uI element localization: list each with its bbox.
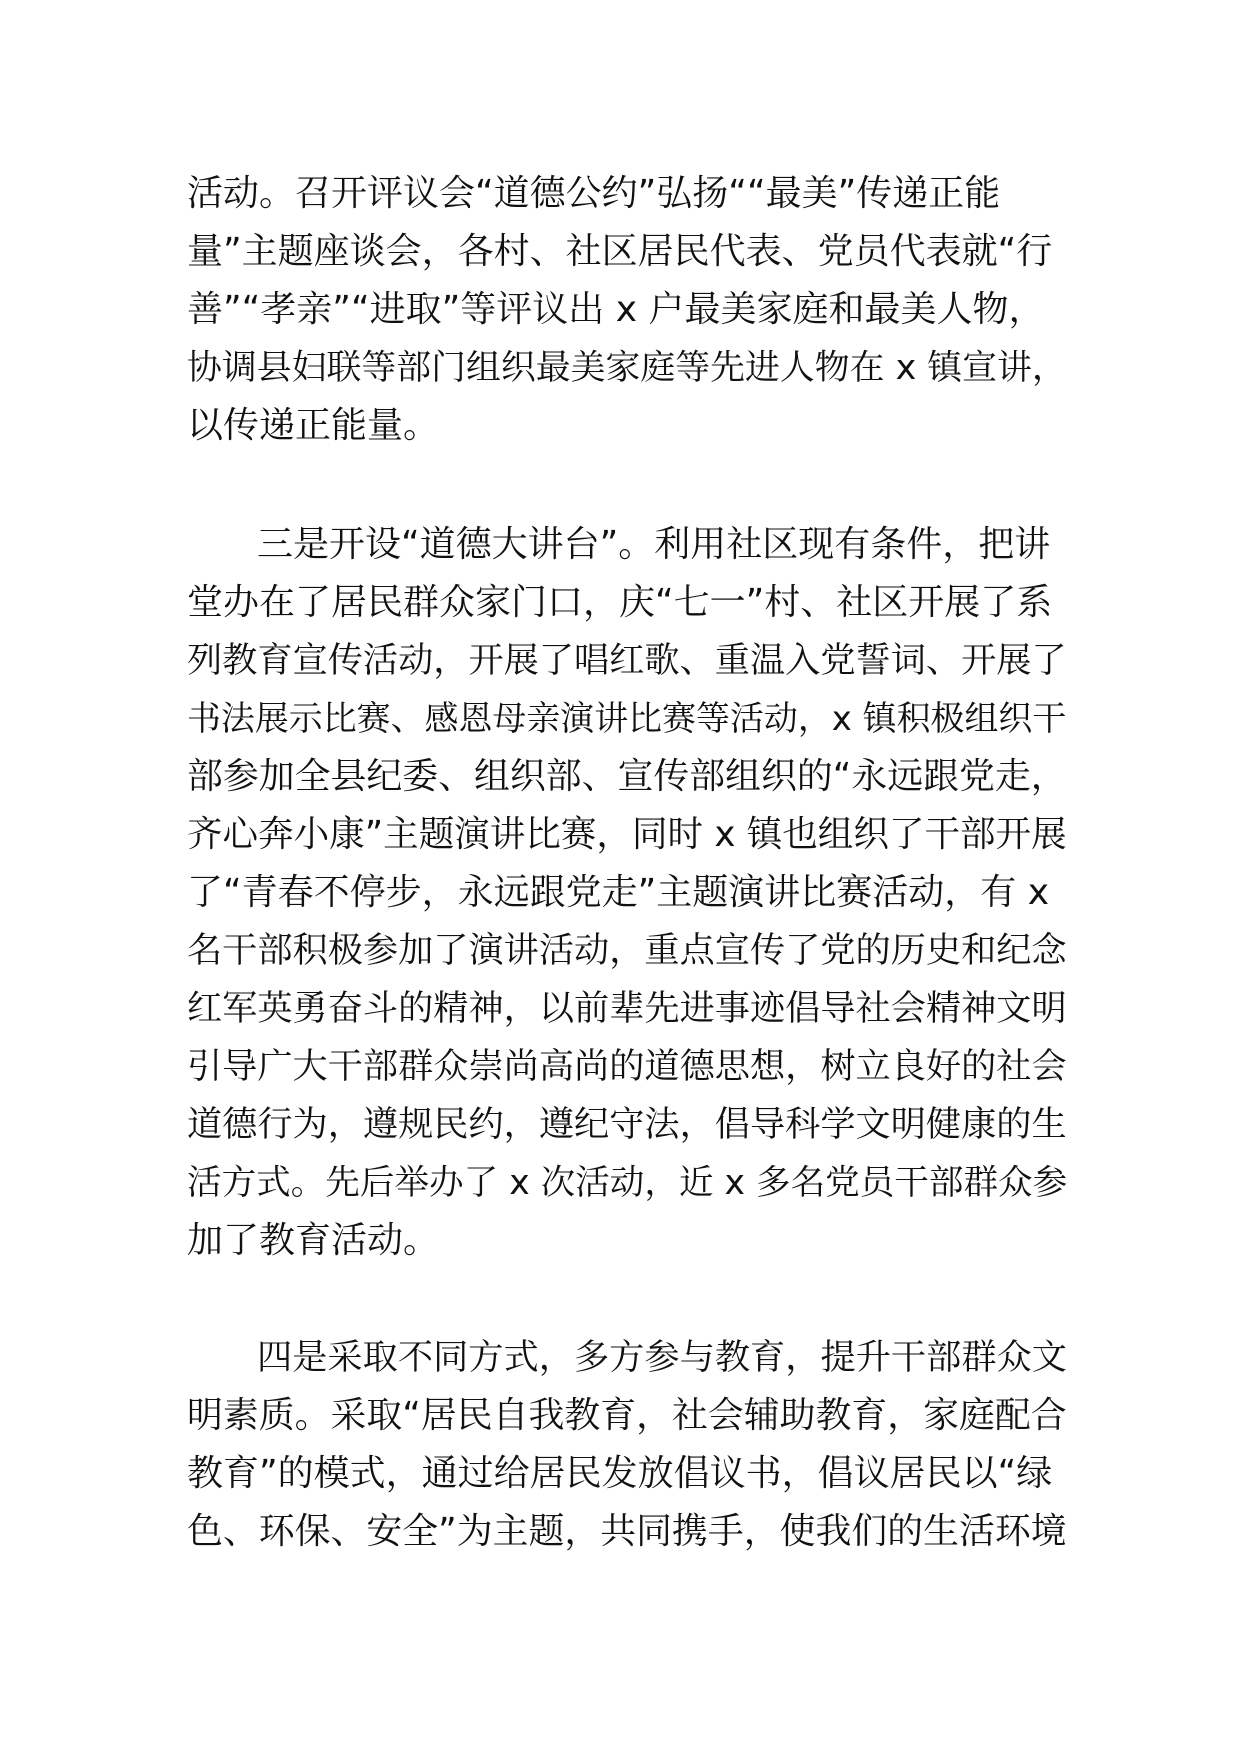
text-line: 量”主题座谈会，各村、社区居民代表、党员代表就“行 xyxy=(187,231,1053,272)
text-line: 三是开设“道德大讲台”。利用社区现有条件，把讲 xyxy=(257,524,1051,565)
text-line: 列教育宣传活动，开展了唱红歌、重温入党誓词、开展了 xyxy=(187,640,1067,681)
text-line: 红军英勇奋斗的精神，以前辈先进事迹倡导社会精神文明 xyxy=(187,988,1067,1029)
text-line: 活动。召开评议会“道德公约”弘扬““最美”传递正能 xyxy=(187,173,1001,214)
text-line: 善”“孝亲”“进取”等评议出 x 户最美家庭和最美人物， xyxy=(187,289,1045,330)
text-line: 齐心奔小康”主题演讲比赛，同时 x 镇也组织了干部开展 xyxy=(187,814,1067,855)
text-line: 活方式。先后举办了 x 次活动，近 x 多名党员干部群众参 xyxy=(187,1163,1068,1203)
text-line: 引导广大干部群众崇尚高尚的道德思想，树立良好的社会 xyxy=(187,1046,1067,1087)
text-line: 教育”的模式，通过给居民发放倡议书，倡议居民以“绿 xyxy=(187,1453,1053,1494)
paragraph-3 xyxy=(187,1329,1067,1561)
text-line: 四是采取不同方式，多方参与教育，提升干部群众文 xyxy=(257,1337,1068,1378)
text-line: 明素质。采取“居民自我教育，社会辅助教育，家庭配合 xyxy=(187,1395,1067,1436)
text-line: 名干部积极参加了演讲活动，重点宣传了党的历史和纪念 xyxy=(187,930,1067,971)
text-line: 了“青春不停步，永远跟党走”主题演讲比赛活动，有 x xyxy=(187,872,1050,913)
text-line: 书法展示比赛、感恩母亲演讲比赛等活动，x 镇积极组织干 xyxy=(187,699,1067,739)
text-line: 加了教育活动。 xyxy=(187,1220,440,1261)
text-line: 以传递正能量。 xyxy=(187,405,440,446)
text-line: 堂办在了居民群众家门口，庆“七一”村、社区开展了系 xyxy=(187,582,1053,623)
paragraph-1 xyxy=(187,165,1067,455)
text-line: 道德行为，遵规民约，遵纪守法，倡导科学文明健康的生 xyxy=(187,1104,1067,1145)
text-line: 部参加全县纪委、组织部、宣传部组织的“永远跟党走， xyxy=(187,756,1067,797)
text-line: 协调县妇联等部门组织最美家庭等先进人物在 x 镇宣讲， xyxy=(187,348,1067,388)
paragraph-2 xyxy=(187,516,1067,1270)
text-line: 色、环保、安全”为主题，共同携手，使我们的生活环境 xyxy=(187,1511,1067,1552)
